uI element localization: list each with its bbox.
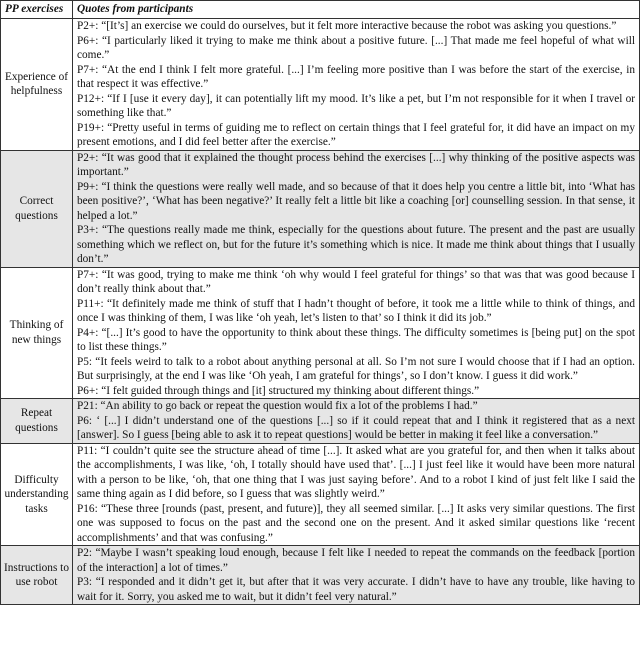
header-quotes: Quotes from participants bbox=[73, 1, 640, 19]
quote: P7+: “At the end I think I felt more grateful. [...] I’m feeling more positive than I was before the start of the exercise, in that respect it was effective.” bbox=[77, 63, 635, 90]
category-difficulty-understanding-tasks: Difficulty understanding tasks bbox=[1, 443, 73, 546]
category-instructions-to-use-robot: Instructions to use robot bbox=[1, 546, 73, 605]
quote: P7+: “It was good, trying to make me think ‘oh why would I feel grateful for things’ so that was that was good because I don’t really think about that.” bbox=[77, 268, 635, 295]
quotes-cell bbox=[73, 267, 640, 399]
quote: P2+: “It was good that it explained the thought process behind the exercises [...] why thinking of the positive aspects was important.” bbox=[77, 151, 635, 178]
header-pp-exercises: PP exercises bbox=[1, 1, 73, 19]
quote: P21: “An ability to go back or repeat the question would fix a lot of the problems I had.” bbox=[77, 400, 478, 412]
quotes-cell bbox=[73, 443, 640, 546]
quote: P3+: “The questions really made me think, especially for the questions about future. The present and the past are usually something which we reflect on, but for the future it’s something which is nice. It made me think about things that I usually don’t.” bbox=[77, 224, 635, 265]
quote: P6: ‘ [...] I didn’t understand one of the questions [...] so if it could repeat that and I think it registered that as a next [answer]. So I guess [being able to ask it to repeat questions] would be better in making it feel like a conversation.” bbox=[77, 414, 635, 441]
table-row bbox=[1, 267, 640, 399]
quote: P12+: “If I [use it every day], it can potentially lift my mood. It’s like a pet, but I’m not responsible for it when I travel or something like that.” bbox=[77, 92, 635, 119]
quote: P6+: “I felt guided through things and [it] structured my thinking about different things.” bbox=[77, 384, 480, 397]
quotes-cell bbox=[73, 19, 640, 151]
category-thinking-of-new-things: Thinking of new things bbox=[1, 267, 73, 399]
quote: P11+: “It definitely made me think of stuff that I hadn’t thought of before, it took me a little while to think of things, and once I was thinking of them, I was like ‘oh yeah, let’s listen to that’ so I think it did its job.” bbox=[77, 297, 635, 324]
quotes-cell bbox=[73, 150, 640, 267]
quotes-cell bbox=[73, 399, 640, 444]
category-experience-of-helpfulness: Experience of helpfulness bbox=[1, 19, 73, 151]
table-row bbox=[1, 19, 640, 151]
quote: P11: “I couldn’t quite see the structure ahead of time [...]. It asked what are you grateful for, and then when it talks about the accomplishments, I was like, ‘oh, I totally should have used that’. [...] I just feel like it would have been more natural with a person to be like, ‘oh, that one thing that I was just saying before’. And to a robot I kind of just felt like I said the same thing again as I did before, so I guess that was slightly weird.” bbox=[77, 444, 635, 500]
quote: P6+: “I particularly liked it trying to make me think about a positive future. [...] That made me feel hopeful of what will come.” bbox=[77, 34, 635, 61]
table-row bbox=[1, 399, 640, 444]
quote: P5: “It feels weird to talk to a robot about anything personal at all. So I’m not sure I would choose that if I had an option. But surprisingly, at the end I was like ‘Oh yeah, I am grateful for things’, so I don’t know. I guess it did work.” bbox=[77, 355, 635, 382]
quote: P2: “Maybe I wasn’t speaking loud enough, because I felt like I needed to repeat the commands on the feedback [portion of the interaction] a lot of times.” bbox=[77, 547, 635, 574]
quote: P16: “These three [rounds (past, present, and future)], they all seemed similar. [...] It asks very similar questions. The first one was supposed to focus on the past and the second one on the present. And it asked similar questions like ‘recent accomplishments’ and that was confusing.” bbox=[77, 502, 635, 544]
category-repeat-questions: Repeat questions bbox=[1, 399, 73, 444]
category-correct-questions: Correct questions bbox=[1, 150, 73, 267]
table-header-row bbox=[1, 1, 640, 19]
table-row bbox=[1, 150, 640, 267]
table-row bbox=[1, 546, 640, 605]
quotes-cell bbox=[73, 546, 640, 605]
quote: P4+: “[...] It’s good to have the opportunity to think about these things. The difficulty sometimes is [being put] on the spot to list these things.” bbox=[77, 326, 635, 353]
table-row bbox=[1, 443, 640, 546]
quote: P19+: “Pretty useful in terms of guiding me to reflect on certain things that I feel grateful for, it did have an impact on my present emotions, and I did feel better after the exercise.” bbox=[77, 121, 635, 148]
quote: P2+: “[It’s] an exercise we could do ourselves, but it felt more interactive because the robot was asking you questions.” bbox=[77, 20, 617, 32]
quote: P9+: “I think the questions were really well made, and so because of that it does help you centre a little bit, into ‘What has been positive?’, ‘What has been negative?’ It really felt a little bit like a coaching [or] counselling session. In that sense, it helped a lot.” bbox=[77, 180, 635, 222]
quote: P3: “I responded and it didn’t get it, but after that it was very accurate. I didn’t have to have any trouble, like having to wait for it. Sorry, you asked me to wait, but it didn’t feel very natural.” bbox=[77, 576, 635, 603]
